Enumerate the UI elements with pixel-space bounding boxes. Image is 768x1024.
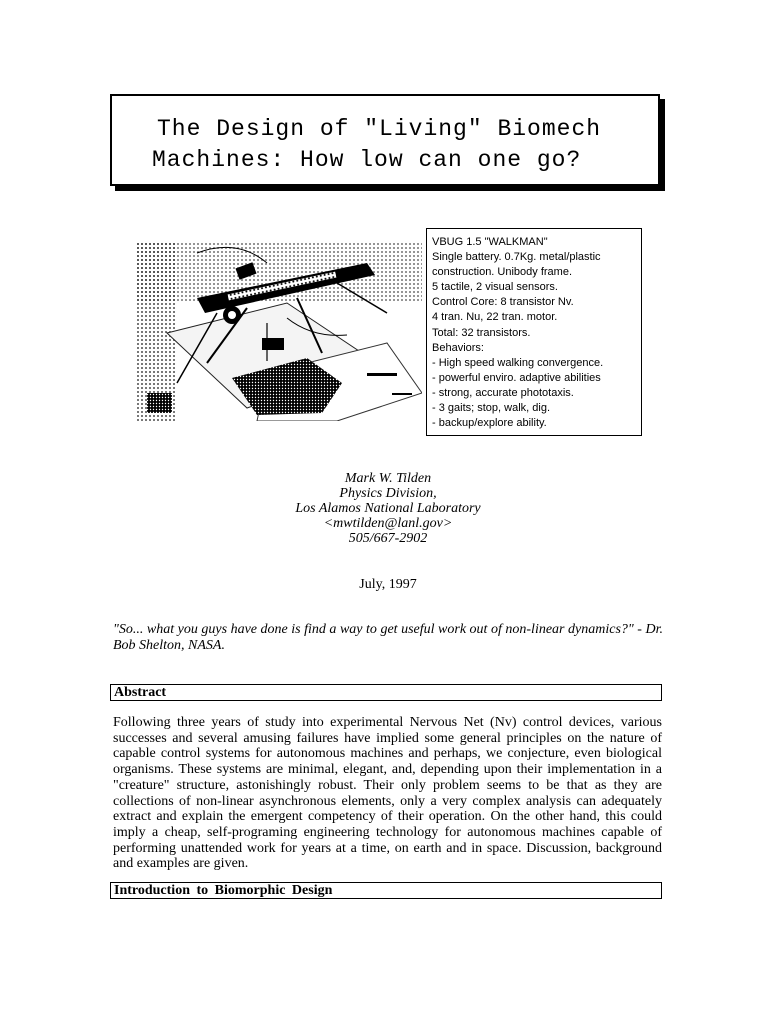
title-line-2: Machines: How low can one go? (152, 147, 582, 173)
title-line-1: The Design of "Living" Biomech (157, 116, 602, 142)
spec-line: Behaviors: (432, 341, 484, 354)
author-name: Mark W. Tilden (344, 471, 432, 486)
abstract-text: Following three years of study into experimental Nervous Net (Nv) control devices, various successes and several amusing failures have implied some general principles on the nature of capable control systems for autonomous machines and perhaps, we conjecture, even biological organisms. These systems are minimal, elegant, and, depending upon their implementation in a "creature" structure, astonishingly robust. Their only problem seems to be that as they are collections of non-linear asynchronous elements, only a very complex analysis can adequately extract and explain the emergent competency of their operation. On the other hand, this could imply a cheap, self-programing engineering technology for autonomous machines capable of performing unattended work for years at a time, on earth and in space. Discussion, background and examples are given. (113, 715, 662, 872)
spec-line: Single battery. 0.7Kg. metal/plastic (432, 251, 601, 264)
abstract-heading: Abstract (110, 684, 662, 701)
robot-photo-icon (137, 243, 422, 421)
spec-line: Total: 32 transistors. (432, 326, 531, 339)
author-email: <mwtilden@lanl.gov> (323, 516, 453, 531)
spec-line: - strong, accurate phototaxis. (432, 386, 574, 399)
spec-line: Control Core: 8 transistor Nv. (432, 296, 574, 309)
spec-line: - 3 gaits; stop, walk, dig. (432, 402, 550, 415)
spec-line: 4 tran. Nu, 22 tran. motor. (432, 311, 558, 324)
publication-date: July, 1997 (359, 577, 417, 592)
spec-line: - powerful enviro. adaptive abilities (432, 371, 601, 384)
intro-heading: Introduction to Biomorphic Design (110, 882, 662, 899)
spec-line: 5 tactile, 2 visual sensors. (432, 281, 558, 294)
title-box (110, 94, 660, 186)
author-lab: Los Alamos National Laboratory (295, 501, 481, 516)
epigraph-quote: "So... what you guys have done is find a way to get useful work out of non-linear dynamics?" - Dr. Bob Shelton, NASA. (113, 622, 663, 653)
spec-line: VBUG 1.5 "WALKMAN" (432, 236, 548, 248)
author-phone: 505/667-2902 (348, 531, 428, 546)
spec-line: - High speed walking convergence. (432, 356, 604, 369)
author-division: Physics Division, (339, 486, 437, 501)
author-block (0, 471, 768, 546)
spec-line: construction. Unibody frame. (432, 266, 573, 279)
robot-photo (137, 243, 422, 421)
spec-box (426, 228, 642, 436)
spec-line: - backup/explore ability. (432, 417, 547, 430)
